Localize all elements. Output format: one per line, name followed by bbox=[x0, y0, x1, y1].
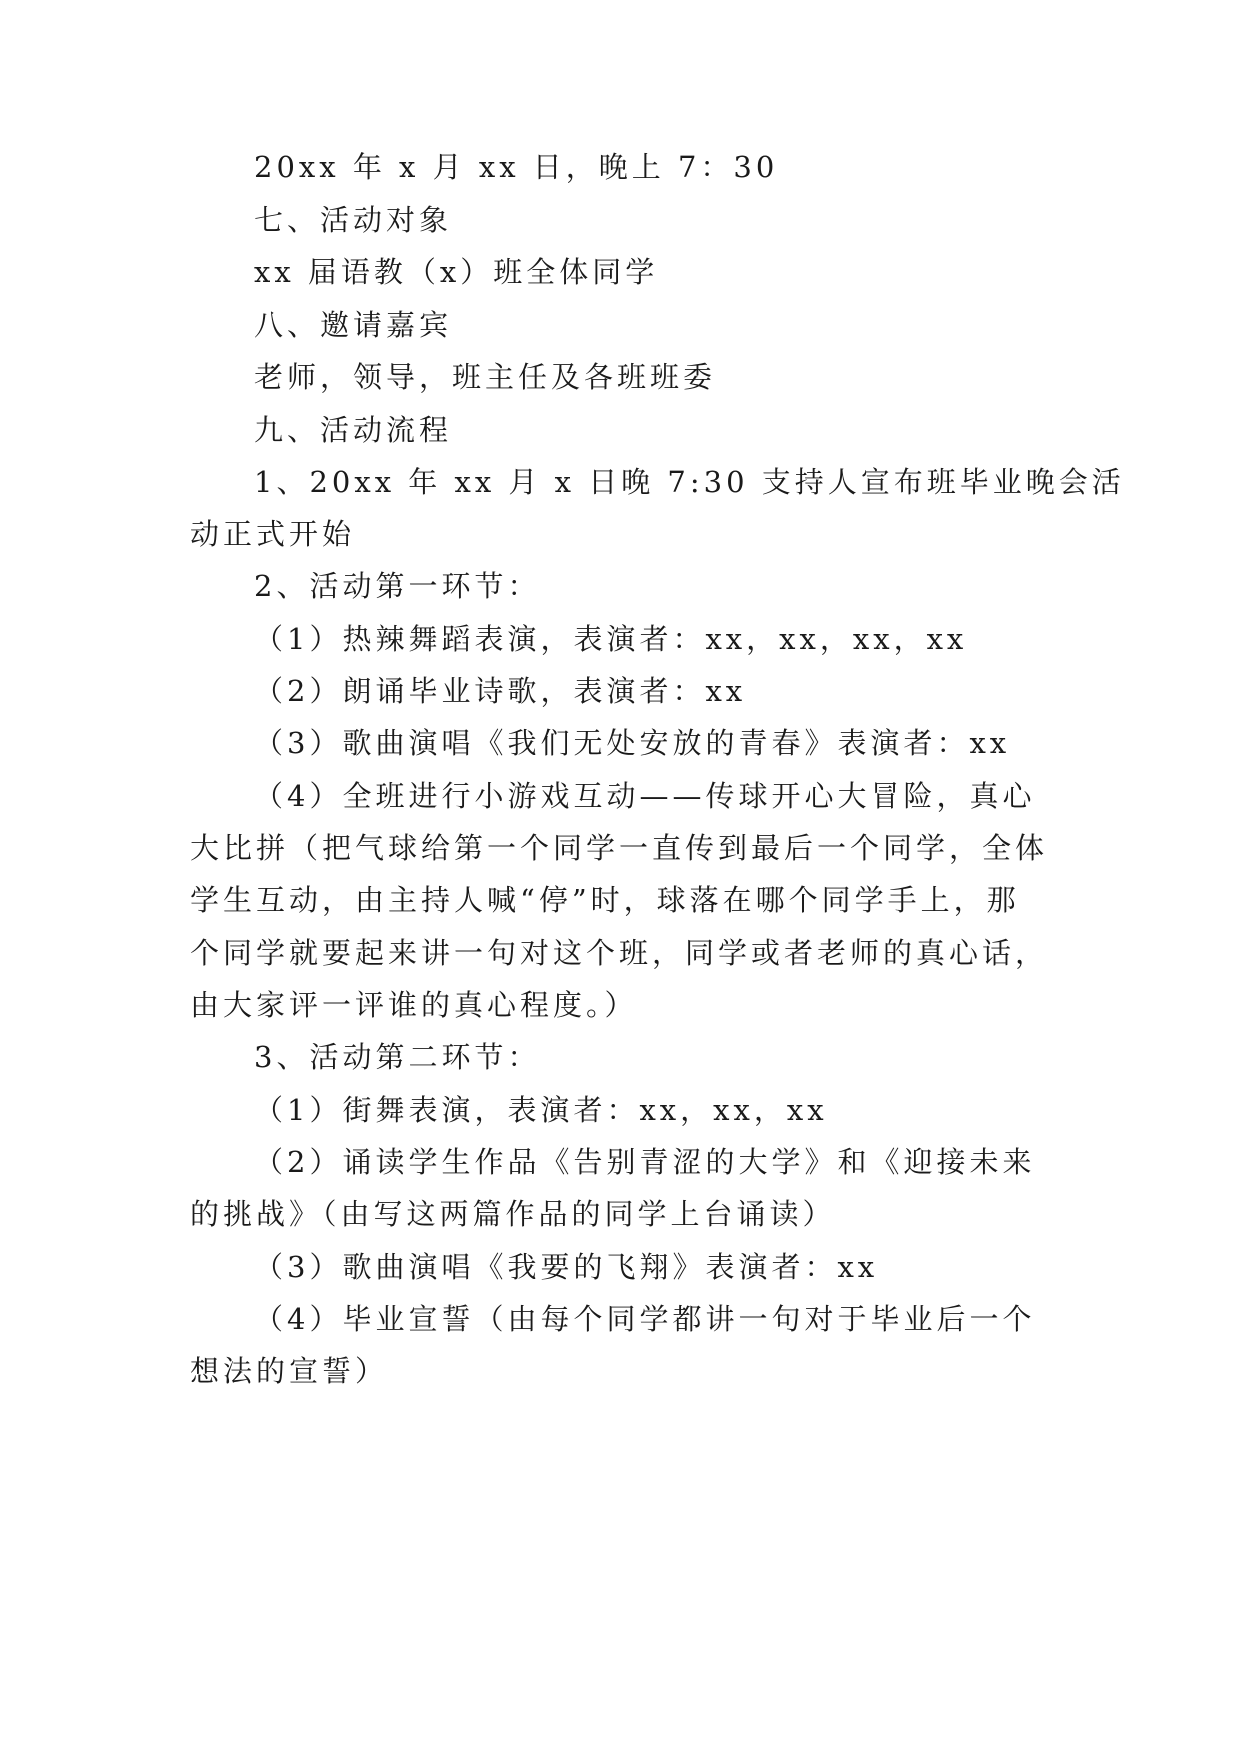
text-line-step2: 2、活动第一环节： bbox=[254, 569, 541, 603]
text-line-step2-item3: （3）歌曲演唱《我们无处安放的青春》表演者：xx bbox=[254, 726, 1011, 760]
heading-activity-target: 七、活动对象 bbox=[254, 203, 453, 237]
heading-activity-process: 九、活动流程 bbox=[254, 413, 453, 447]
text-line-step2-item1: （1）热辣舞蹈表演，表演者：xx，xx，xx，xx bbox=[254, 622, 968, 656]
text-line-step2-item2: （2）朗诵毕业诗歌，表演者：xx bbox=[254, 674, 747, 708]
text-line-step2-item4: （4）全班进行小游戏互动——传球开心大冒险，真心 bbox=[254, 779, 1036, 813]
text-line-guests: 老师，领导，班主任及各班班委 bbox=[254, 360, 717, 394]
text-line-step3-item4: （4）毕业宣誓（由每个同学都讲一句对于毕业后一个 bbox=[254, 1302, 1036, 1336]
text-line-step3: 3、活动第二环节： bbox=[254, 1040, 541, 1074]
heading-invited-guests: 八、邀请嘉宾 bbox=[254, 308, 453, 342]
text-line-date: 20xx 年 x 月 xx 日，晚上 7：30 bbox=[254, 150, 779, 184]
text-line-step2-item4-cont3: 个同学就要起来讲一句对这个班，同学或者老师的真心话， bbox=[190, 936, 1049, 970]
text-line-step3-item1: （1）街舞表演，表演者：xx，xx，xx bbox=[254, 1093, 828, 1127]
text-line-step1: 1、20xx 年 xx 月 x 日晚 7:30 支持人宣布班毕业晚会活 bbox=[254, 465, 1125, 499]
text-line-step3-item2: （2）诵读学生作品《告别青涩的大学》和《迎接未来 bbox=[254, 1145, 1036, 1179]
text-line-step3-item2-cont: 的挑战》（由写这两篇作品的同学上台诵读） bbox=[190, 1197, 836, 1231]
text-line-step1-cont: 动正式开始 bbox=[190, 517, 356, 551]
text-line-step3-item3: （3）歌曲演唱《我要的飞翔》表演者：xx bbox=[254, 1250, 879, 1284]
text-line-step2-item4-cont1: 大比拼（把气球给第一个同学一直传到最后一个同学，全体 bbox=[190, 831, 1049, 865]
text-line-target: xx 届语教（x）班全体同学 bbox=[254, 255, 659, 289]
text-line-step3-item4-cont: 想法的宣誓） bbox=[190, 1354, 389, 1388]
text-line-step2-item4-cont2: 学生互动，由主持人喊“停”时，球落在哪个同学手上，那 bbox=[190, 883, 1020, 917]
text-line-step2-item4-cont4: 由大家评一评谁的真心程度。） bbox=[190, 988, 638, 1022]
